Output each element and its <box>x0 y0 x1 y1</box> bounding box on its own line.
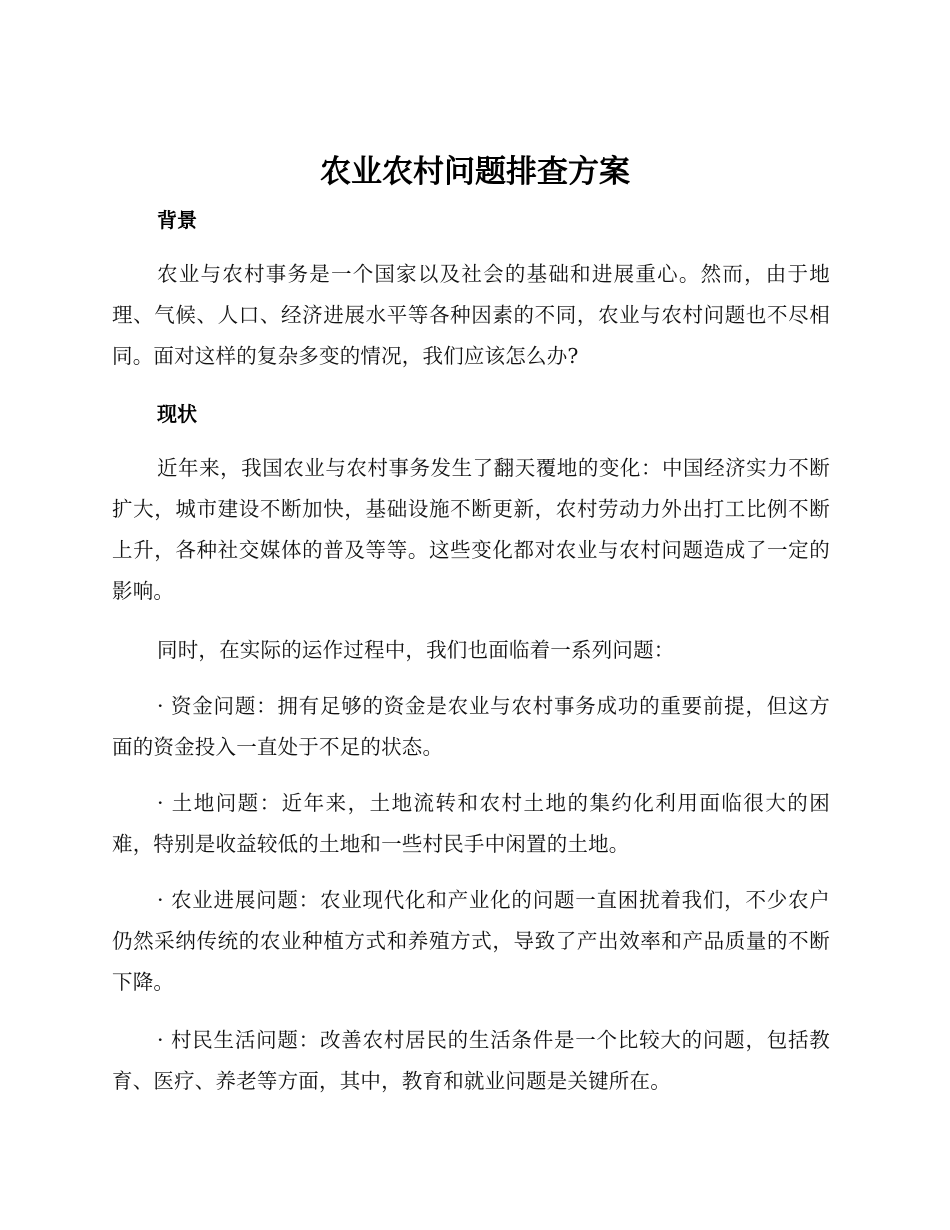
bullet-item-funding: · 资金问题：拥有足够的资金是农业与农村事务成功的重要前提，但这方面的资金投入一直处于不足的状态。 <box>112 694 830 759</box>
bullet-item-land: · 土地问题：近年来，土地流转和农村土地的集约化利用面临很大的困难，特别是收益较低的土地和一些村民手中闲置的土地。 <box>112 791 830 856</box>
section-heading-background: 背景 <box>157 208 197 232</box>
section-heading-status: 现状 <box>157 402 197 426</box>
background-paragraph: 农业与农村事务是一个国家以及社会的基础和进展重心。然而，由于地理、气候、人口、经济进展水平等各种因素的不同，农业与农村问题也不尽相同。面对这样的复杂多变的情况，我们应该怎么办? <box>112 262 830 368</box>
status-paragraph-2: 同时，在实际的运作过程中，我们也面临着一系列问题： <box>157 638 675 662</box>
status-paragraph-1: 近年来，我国农业与农村事务发生了翻天覆地的变化：中国经济实力不断扩大，城市建设不断加快，基础设施不断更新，农村劳动力外出打工比例不断上升，各种社交媒体的普及等等。这些变化都对农业与农村问题造成了一定的影响。 <box>112 456 830 603</box>
document-title: 农业农村问题排查方案 <box>320 154 630 190</box>
bullet-item-villager-life: · 村民生活问题：改善农村居民的生活条件是一个比较大的问题，包括教育、医疗、养老等方面，其中，教育和就业问题是关键所在。 <box>112 1028 830 1093</box>
bullet-item-agri-development: · 农业进展问题：农业现代化和产业化的问题一直困扰着我们，不少农户仍然采纳传统的农业种植方式和养殖方式，导致了产出效率和产品质量的不断下降。 <box>112 888 830 994</box>
